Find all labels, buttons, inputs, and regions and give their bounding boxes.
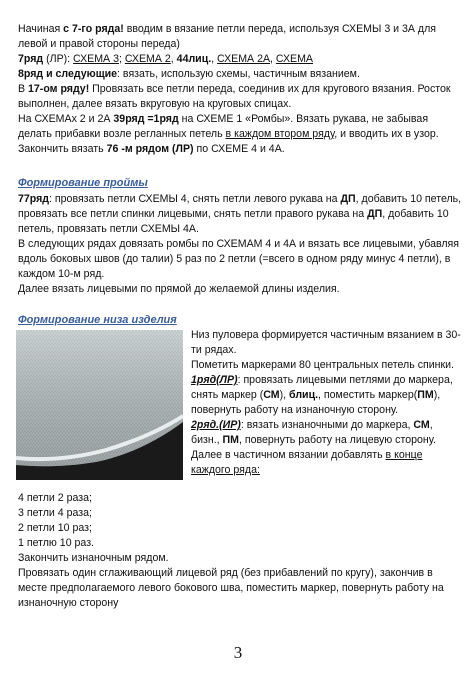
knitted-fabric-image [16,330,183,480]
paragraph: Далее вязать лицевыми по прямой до желаемой длины изделия. [18,283,340,295]
paragraph: Низ пуловера формируется частичным вязанием в 30-ти рядах. [191,329,461,356]
paragraph: В 17-ом ряду! Провязать все петли переда, соединив их для кругового вязания. Росток выполнен, далее вязать вкруговую на круговых спицах. [18,83,451,110]
list-item: 3 петли 4 раза; [18,507,92,519]
paragraph: На СХЕМАх 2 и 2А 39ряд =1ряд на СХЕМЕ 1 «Ромбы». Вязать рукава, не забывая делать прибавки возле регланных петель в каждом втором ряду, и вводить их в узор. [18,113,439,140]
list-item: 4 петли 2 раза; [18,492,92,504]
armhole-section [18,192,463,297]
intro-section [18,22,463,157]
list-item: 2 петли 10 раз; [18,522,92,534]
paragraph: 7ряд (ЛР): СХЕМА 3; СХЕМА 2, 44лиц., СХЕМА 2А, СХЕМА [18,53,313,65]
paragraph: 77ряд: провязать петли СХЕМЫ 4, снять петли левого рукава на ДП, добавить 10 петель, провязать все петли спинки лицевыми, снять петли правого рукава на ДП, добавить 10 петель, провязать петли СХЕМЫ 4А. [18,193,462,235]
paragraph: Закончить вязать 76 -м рядом (ЛР) по СХЕМЕ 4 и 4А. [18,143,285,155]
paragraph: 1ряд(ЛР): провязать лицевыми петлями до маркера, снять маркер (СМ), блиц., поместить маркер(ПМ), повернуть работу на изнаночную сторону. [191,374,453,416]
section-heading-armhole: Формирование проймы [18,177,148,189]
paragraph: Провязать один сглаживающий лицевой ряд (без прибавлений по кругу), закончив в месте предполагаемого левого бокового шва, поместить маркер, повернуть работу на изнаночную сторону [18,567,444,609]
paragraph: Далее в частичном вязании добавлять в конце каждого ряда: [191,449,423,476]
section-heading-hem: Формирование низа изделия [18,314,177,326]
paragraph: 2ряд.(ИР): вязать изнаночными до маркера, СМ, бизн., ПМ, повернуть работу на лицевую сторону. [191,419,436,446]
paragraph: Пометить маркерами 80 центральных петель спинки. [191,359,455,371]
knitting-photo [16,330,183,480]
paragraph: В следующих рядах довязать ромбы по СХЕМАМ 4 и 4А и вязать все лицевыми, убавляя вдоль боковых швов (до талии) 5 раз по 2 петли (=всего в одном ряду минус 4 петли), в каждом 10-м ряд. [18,238,460,280]
paragraph: Закончить изнаночным рядом. [18,552,169,564]
increase-list [18,491,463,611]
hem-instructions [191,328,461,478]
paragraph: 8ряд и следующие: вязать, использую схемы, частичным вязанием. [18,68,360,80]
list-item: 1 петлю 10 раз. [18,537,94,549]
page-number: 3 [233,643,243,662]
paragraph: Начиная с 7-го ряда! вводим в вязание петли переда, используя СХЕМЫ 3 и 3А для левой и правой стороны переда) [18,23,437,50]
